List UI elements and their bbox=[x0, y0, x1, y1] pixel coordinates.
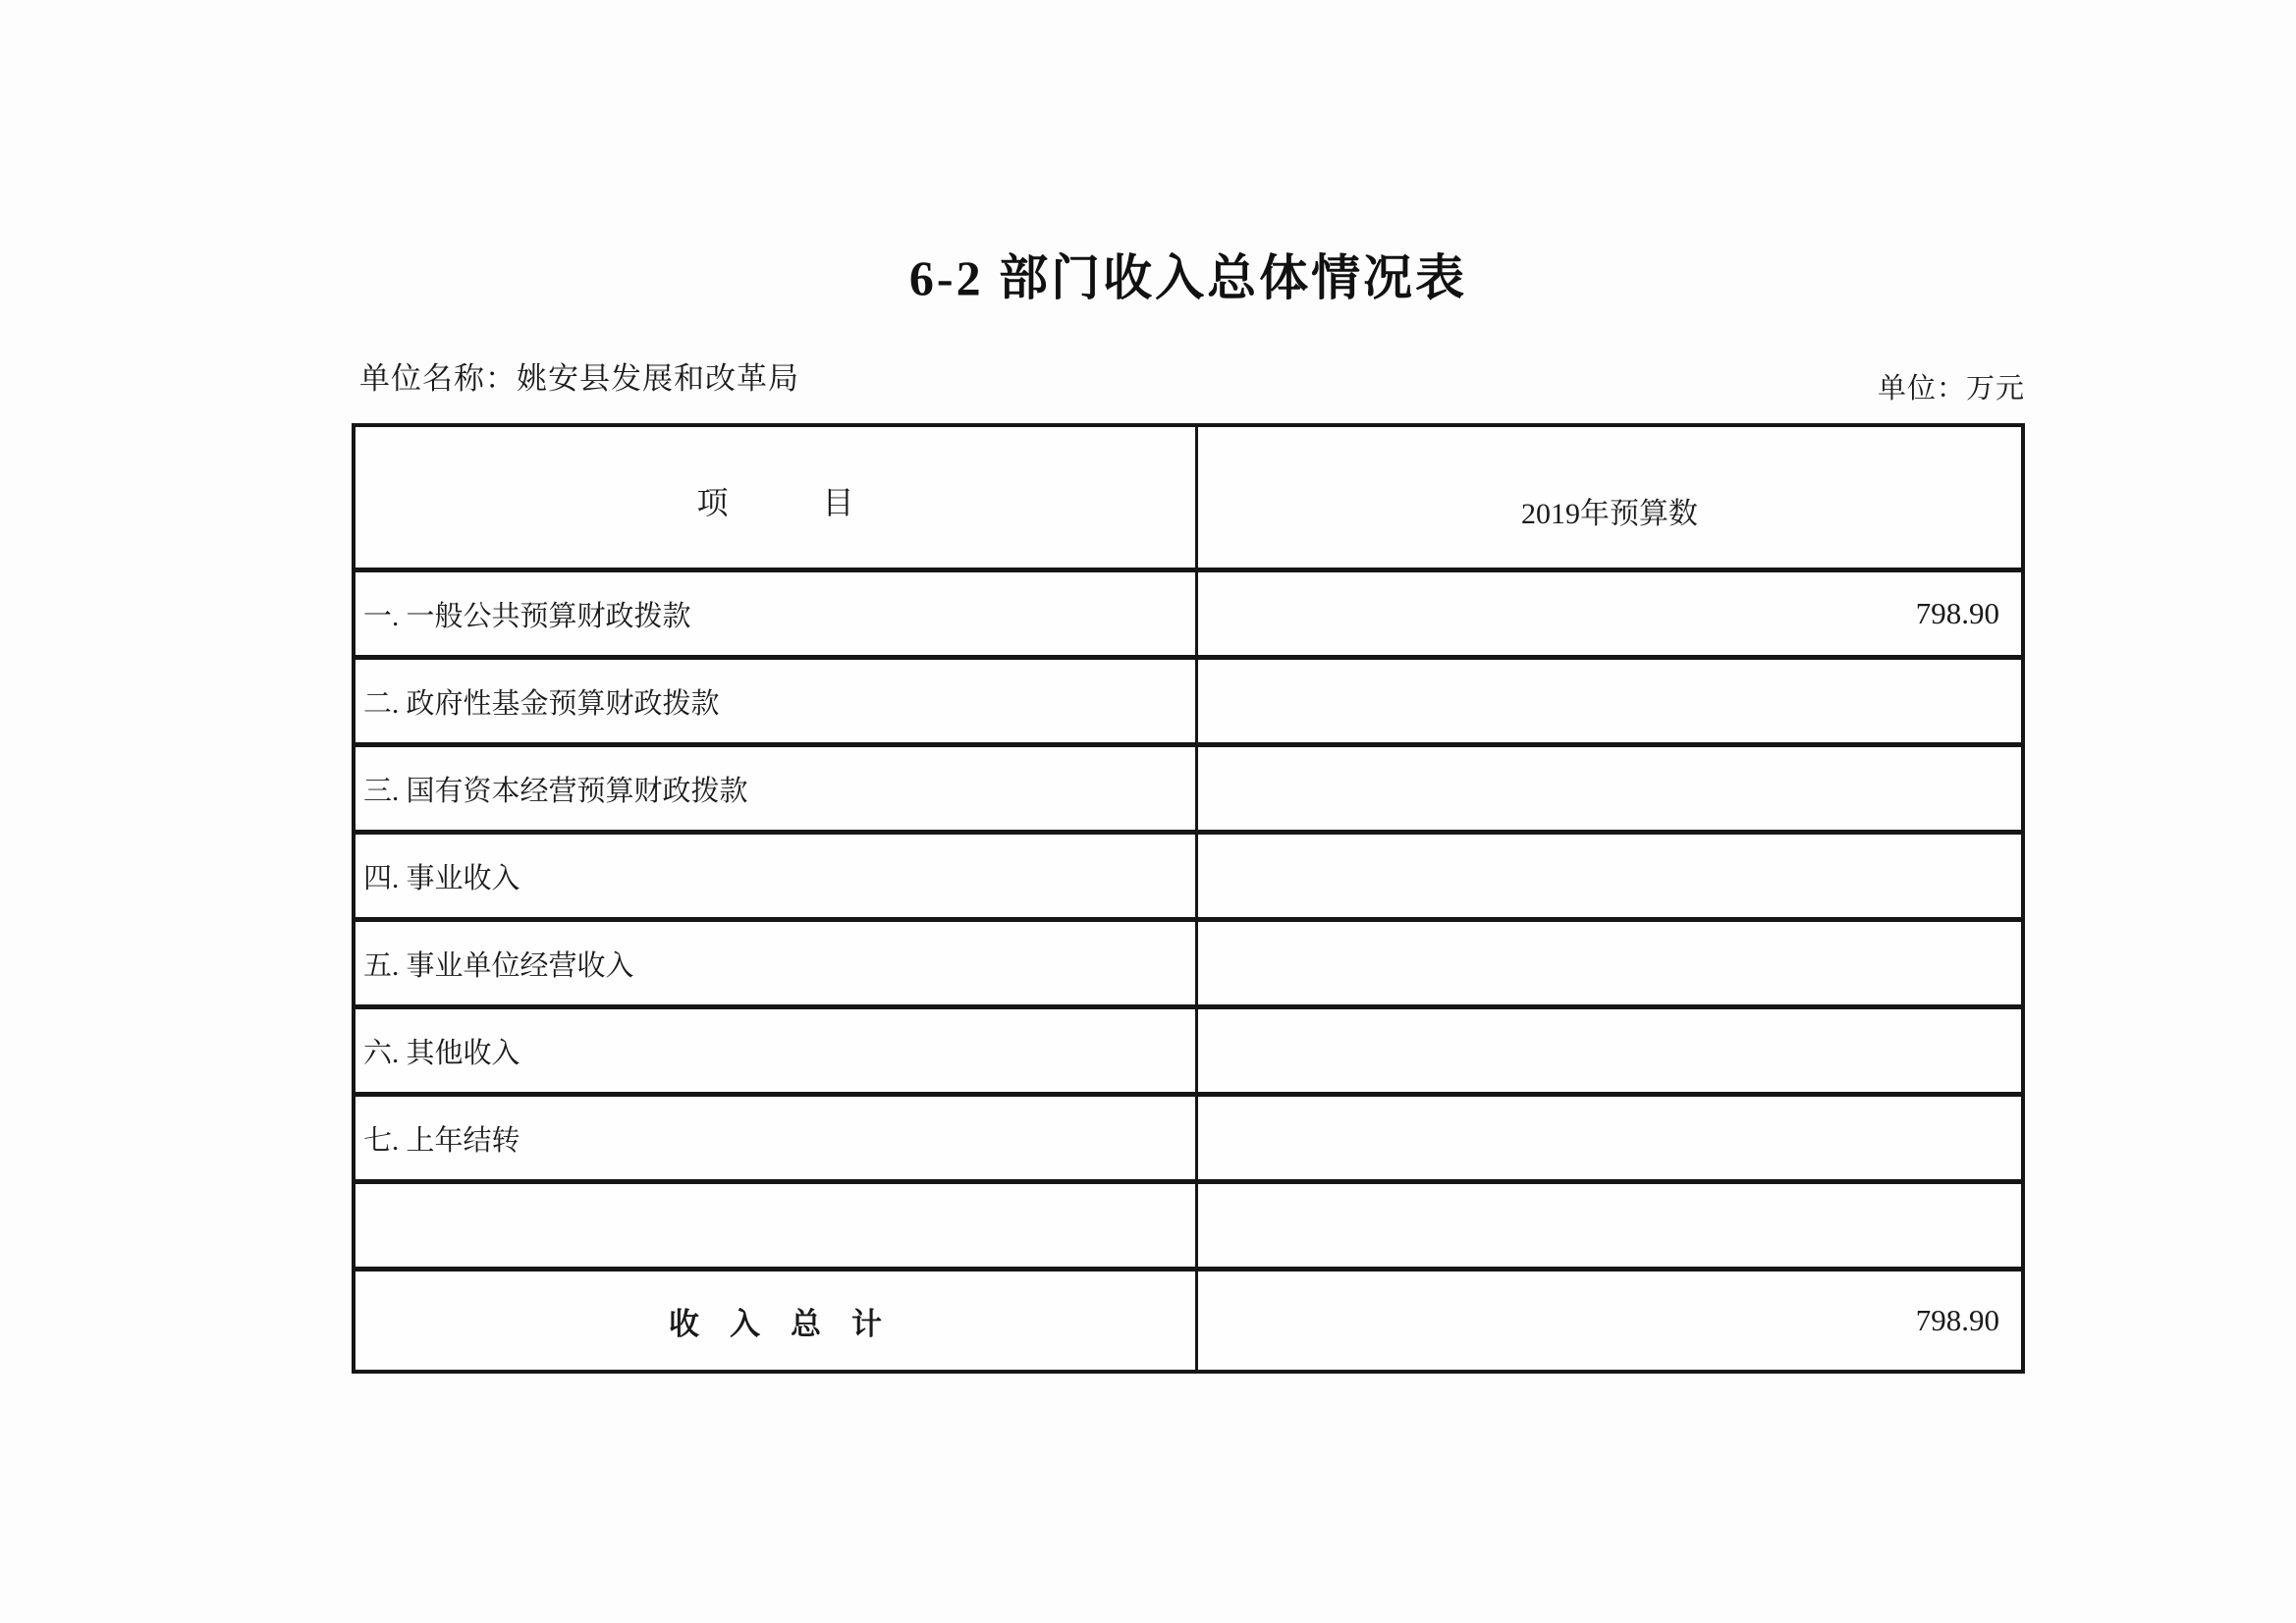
table-row bbox=[355, 1009, 2021, 1097]
table-row bbox=[355, 660, 2021, 747]
table-row bbox=[355, 572, 2021, 660]
row-label: 五. 事业单位经营收入 bbox=[363, 949, 634, 982]
row-value bbox=[1195, 1097, 2021, 1179]
currency-unit-label: 单位：万元 bbox=[1877, 373, 2025, 405]
row-label bbox=[355, 1184, 1195, 1267]
row-value bbox=[1195, 835, 2021, 917]
header-item-cell: 项 目 bbox=[696, 484, 854, 520]
table-row bbox=[355, 835, 2021, 922]
row-label: 六. 其他收入 bbox=[363, 1037, 520, 1069]
total-label: 收 入 总 计 bbox=[669, 1306, 882, 1341]
row-value bbox=[1195, 922, 2021, 1004]
row-value: 798.90 bbox=[1195, 572, 2021, 655]
table-row bbox=[355, 747, 2021, 835]
total-value: 798.90 bbox=[1195, 1271, 2021, 1370]
table-row bbox=[355, 1097, 2021, 1184]
page-title: 6-2 部门收入总体情况表 bbox=[908, 250, 1468, 305]
row-value bbox=[1195, 660, 2021, 742]
unit-name-label: 单位名称：姚安县发展和改革局 bbox=[359, 361, 799, 396]
table-row bbox=[355, 922, 2021, 1009]
row-label: 一. 一般公共预算财政拨款 bbox=[363, 600, 691, 632]
row-value bbox=[1195, 1184, 2021, 1267]
table-header-row bbox=[355, 427, 2021, 572]
row-label: 七. 上年结转 bbox=[363, 1124, 520, 1157]
row-label: 四. 事业收入 bbox=[363, 862, 520, 894]
table-total-row bbox=[355, 1271, 2021, 1370]
row-label: 三. 国有资本经营预算财政拨款 bbox=[363, 775, 748, 807]
row-label: 二. 政府性基金预算财政拨款 bbox=[363, 687, 720, 720]
table-row-empty bbox=[355, 1184, 2021, 1271]
header-budget-cell: 2019年预算数 bbox=[1195, 427, 2021, 568]
row-value bbox=[1195, 1009, 2021, 1092]
income-table bbox=[352, 423, 2025, 1374]
row-value bbox=[1195, 747, 2021, 830]
